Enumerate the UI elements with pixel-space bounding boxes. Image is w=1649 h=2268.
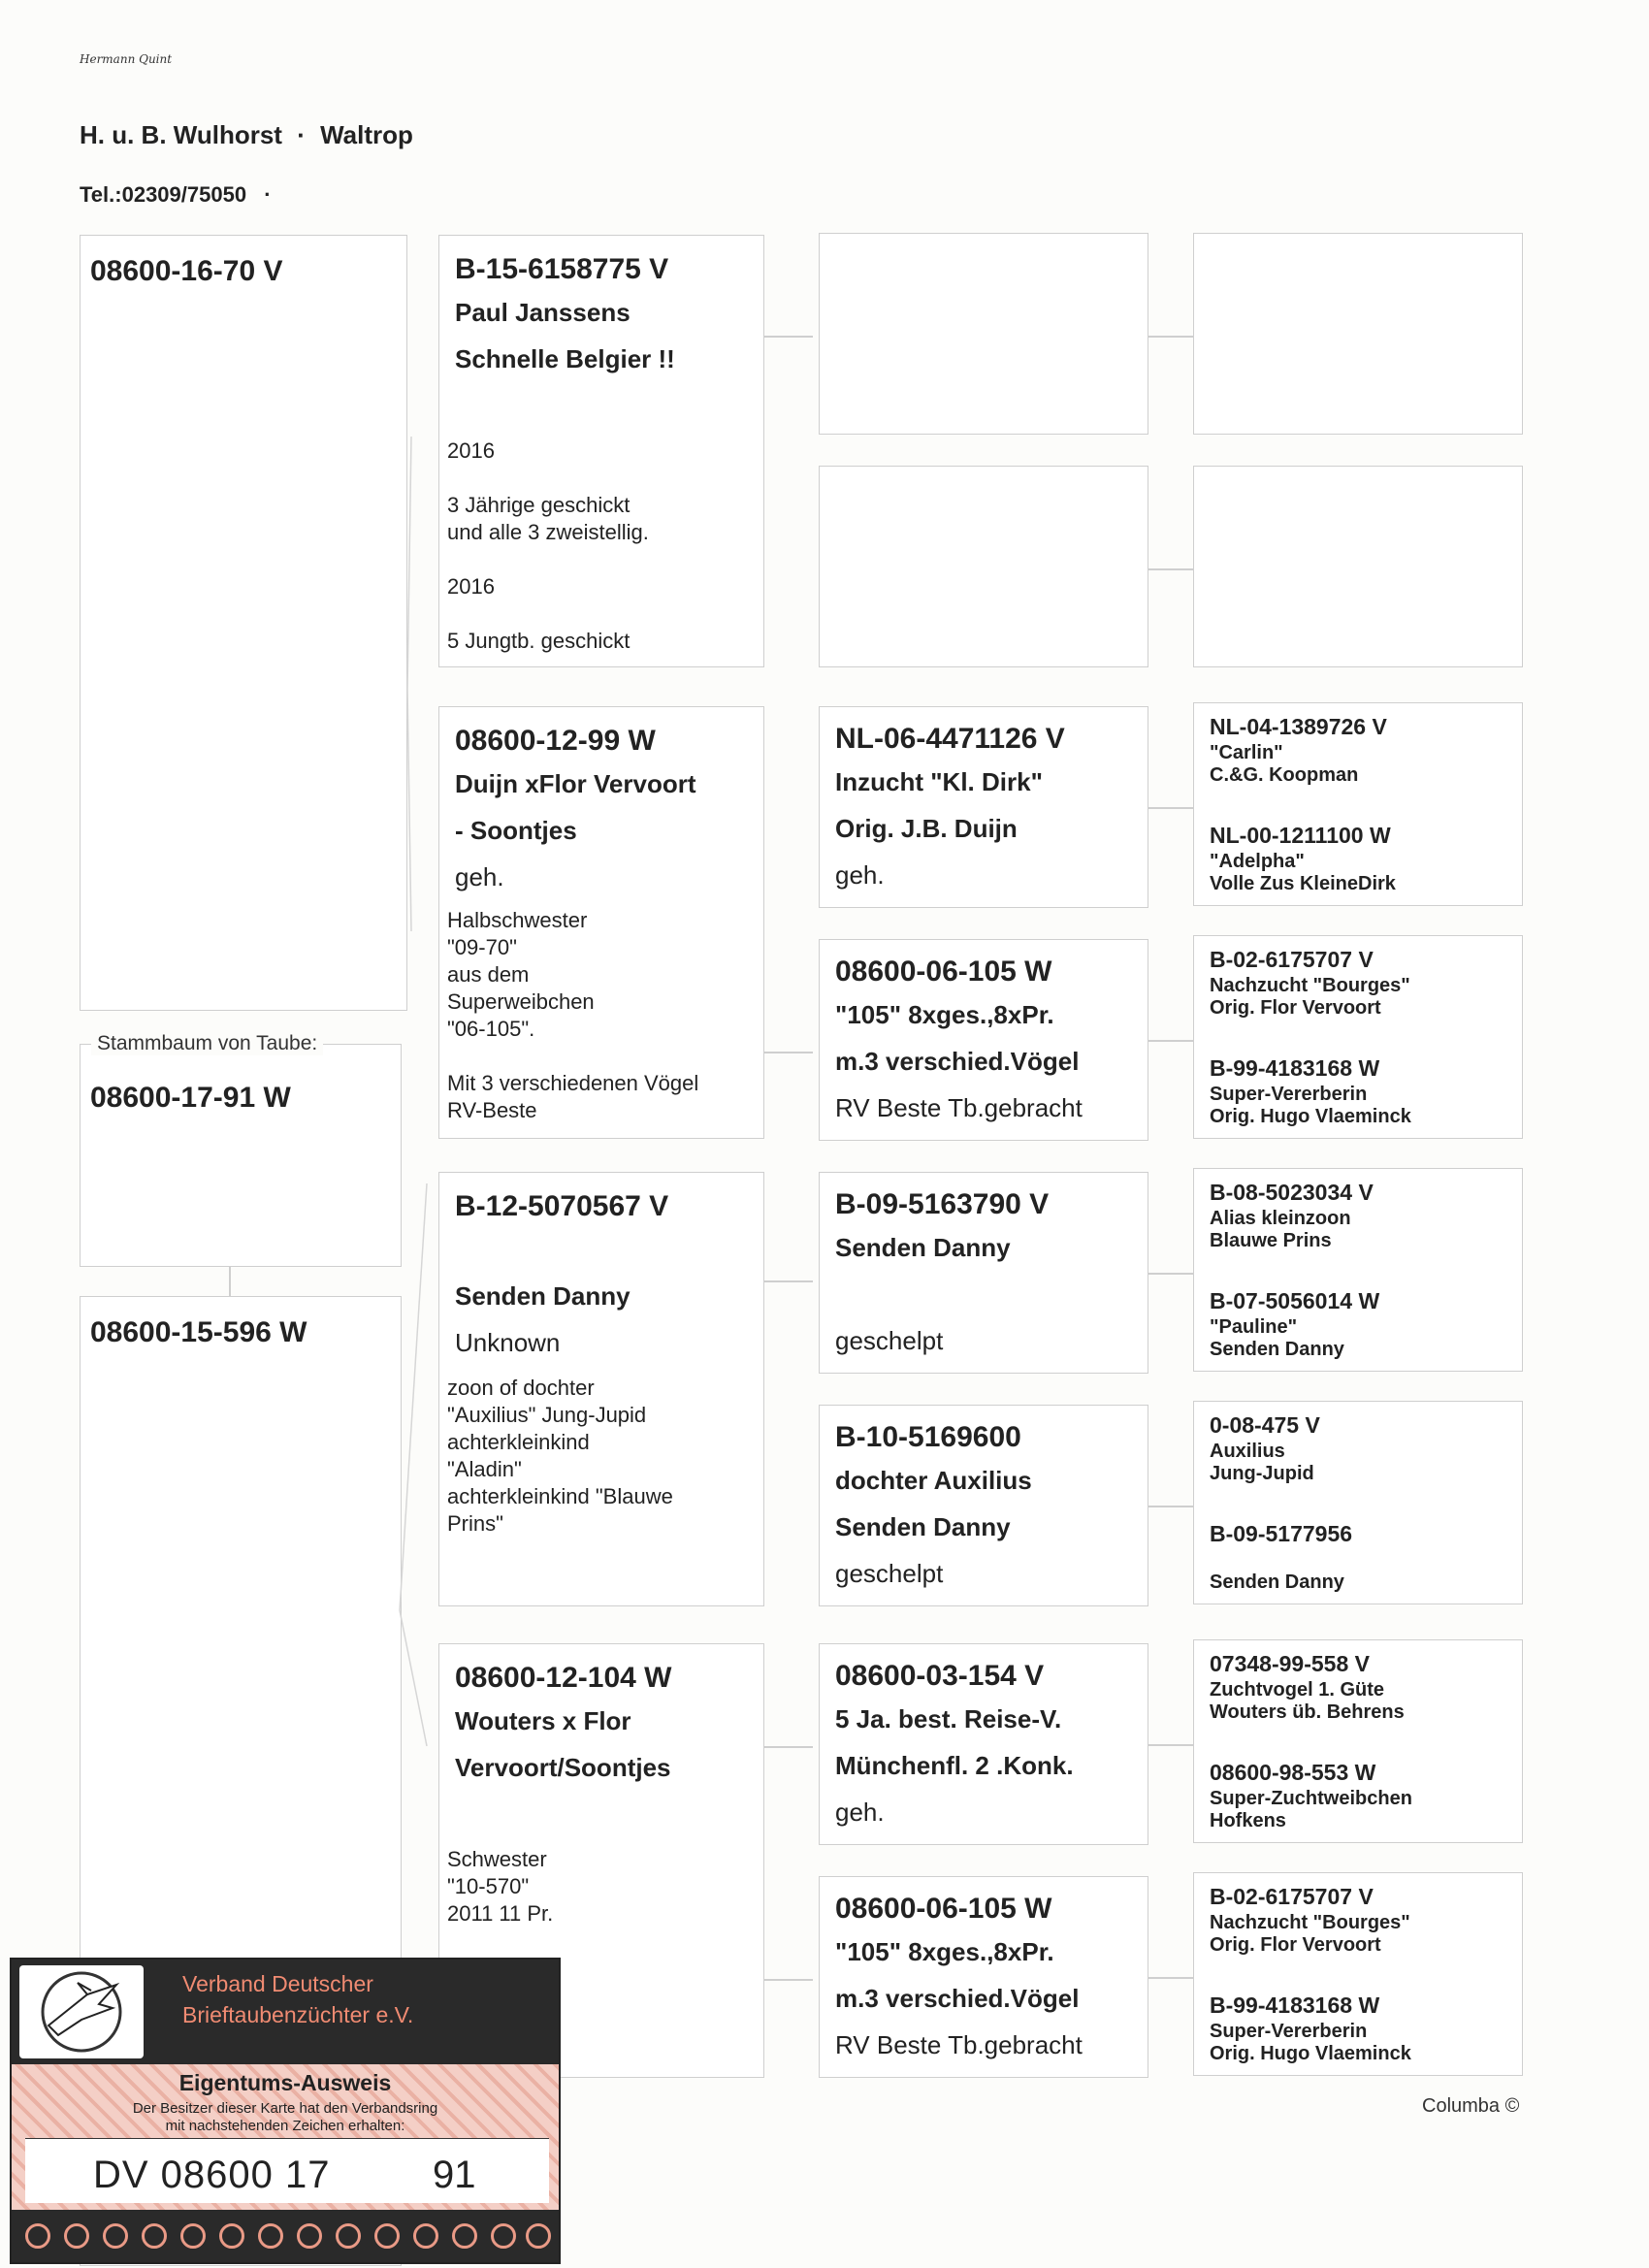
grandparent-line3: Schnelle Belgier !! <box>455 344 675 373</box>
ring-ornament-icon <box>452 2223 477 2249</box>
ggp-ring: NL-06-4471126 V <box>835 723 1065 755</box>
gggp-ring: B-99-4183168 W <box>1210 1055 1380 1081</box>
gggp-box <box>1193 1872 1523 2076</box>
gggp-ring: B-08-5023034 V <box>1210 1180 1374 1205</box>
father-box <box>80 235 407 1011</box>
ggp-line2: Senden Danny <box>835 1233 1011 1262</box>
card-ring-suffix: 91 <box>433 2154 476 2196</box>
connector <box>1148 1744 1193 1746</box>
ring-ornament-icon <box>258 2223 283 2249</box>
connector <box>1148 1040 1193 1042</box>
grandparent-ring: 08600-12-104 W <box>455 1662 672 1694</box>
gggp-text: "Adelpha" Volle Zus KleineDirk <box>1210 851 1396 894</box>
owner-city: Waltrop <box>320 120 413 149</box>
pigeon-logo-icon <box>19 1965 144 2058</box>
signature: Hermann Quint <box>80 52 173 66</box>
ring-ornament-icon <box>142 2223 167 2249</box>
card-ring-band <box>12 2210 559 2262</box>
gggp-text: "Pauline" Senden Danny <box>1210 1316 1344 1360</box>
connector <box>764 336 813 338</box>
ggp-box <box>819 706 1148 908</box>
card-text2: mit nachstehenden Zeichen erhalten: <box>165 2118 405 2134</box>
ggp-line3: Orig. J.B. Duijn <box>835 814 1018 843</box>
ggp-line3: m.3 verschied.Vögel <box>835 1984 1080 2013</box>
ring-ornament-icon <box>526 2223 551 2249</box>
subject-box <box>80 1044 402 1267</box>
gggp-text: Super-Vererberin Orig. Hugo Vlaeminck <box>1210 2021 1411 2064</box>
gggp-ring: B-99-4183168 W <box>1210 1993 1380 2018</box>
ggp-line4: geh. <box>835 1798 885 1827</box>
gggp-box <box>1193 935 1523 1139</box>
ring-ornament-icon <box>219 2223 244 2249</box>
ggp-line3: Senden Danny <box>835 1512 1011 1541</box>
gggp-box <box>1193 702 1523 906</box>
ggp-line2: Inzucht "Kl. Dirk" <box>835 767 1043 796</box>
connector <box>1148 1506 1193 1507</box>
connector <box>764 1746 813 1748</box>
ring-ornament-icon <box>180 2223 206 2249</box>
gggp-ring: NL-00-1211100 W <box>1210 823 1391 848</box>
connector <box>1148 568 1193 570</box>
grandparent-ring: 08600-12-99 W <box>455 725 656 757</box>
ggp-line2: dochter Auxilius <box>835 1466 1032 1495</box>
gggp-box-empty <box>1193 466 1523 667</box>
stammbaum-label: Stammbaum von Taube: <box>91 1032 323 1055</box>
ring-ornament-icon <box>64 2223 89 2249</box>
grandparent-ring: B-15-6158775 V <box>455 253 669 285</box>
gggp-ring: B-02-6175707 V <box>1210 1884 1374 1909</box>
ggp-box <box>819 233 1148 435</box>
gggp-ring: 07348-99-558 V <box>1210 1651 1370 1676</box>
ggp-box <box>819 1405 1148 1606</box>
owner-line <box>80 120 413 150</box>
ggp-box <box>819 939 1148 1141</box>
grandparent-line2: Duijn xFlor Vervoort <box>455 769 696 798</box>
ggp-line2: "105" 8xges.,8xPr. <box>835 1000 1054 1029</box>
ring-ornament-icon <box>25 2223 50 2249</box>
mother-ring: 08600-15-596 W <box>90 1316 307 1348</box>
ggp-ring: B-10-5169600 <box>835 1421 1021 1453</box>
footer-copyright: Columba © <box>1422 2095 1520 2117</box>
gggp-text: Super-Vererberin Orig. Hugo Vlaeminck <box>1210 1084 1411 1127</box>
gggp-text: Super-Zuchtweibchen Hofkens <box>1210 1788 1412 1831</box>
ggp-box <box>819 1643 1148 1845</box>
gggp-ring: 0-08-475 V <box>1210 1412 1320 1438</box>
ownership-card <box>10 1958 561 2264</box>
ggp-ring: B-09-5163790 V <box>835 1188 1050 1220</box>
ggp-ring: 08600-06-105 W <box>835 1893 1052 1925</box>
card-org-line1: Verband Deutscher <box>182 1971 373 1996</box>
gggp-ring: B-09-5177956 <box>1210 1521 1353 1546</box>
gggp-text: Nachzucht "Bourges" Orig. Flor Vervoort <box>1210 975 1410 1019</box>
grandparent-desc: zoon of dochter "Auxilius" Jung-Jupid achterkleinkind "Aladin" achterkleinkind "Blauwe Prins" <box>447 1376 673 1536</box>
grandparent-box <box>438 235 764 667</box>
ggp-line4: geh. <box>835 860 885 890</box>
grandparent-line4: geh. <box>455 862 504 891</box>
ggp-line3: m.3 verschied.Vögel <box>835 1047 1080 1076</box>
ring-ornament-icon <box>413 2223 438 2249</box>
connector <box>1148 1977 1193 1979</box>
ggp-line2: 5 Ja. best. Reise-V. <box>835 1704 1062 1733</box>
owner-name: H. u. B. Wulhorst <box>80 120 282 149</box>
tel-dot: · <box>264 182 272 207</box>
gggp-text: Auxilius Jung-Jupid <box>1210 1441 1314 1484</box>
tel-number: Tel.:02309/75050 <box>80 182 247 207</box>
ggp-line4: geschelpt <box>835 1326 944 1355</box>
connector <box>764 1280 813 1282</box>
grandparent-line3: Vervoort/Soontjes <box>455 1753 671 1782</box>
gggp-text: Nachzucht "Bourges" Orig. Flor Vervoort <box>1210 1912 1410 1956</box>
ggp-line4: RV Beste Tb.gebracht <box>835 1093 1083 1122</box>
connector <box>229 1267 231 1296</box>
gggp-ring: B-02-6175707 V <box>1210 947 1374 972</box>
ggp-box <box>819 1172 1148 1374</box>
ring-ornament-icon <box>297 2223 322 2249</box>
grandparent-line2: Paul Janssens <box>455 298 630 327</box>
ring-ornament-icon <box>491 2223 516 2249</box>
gggp-text: Alias kleinzoon Blauwe Prins <box>1210 1208 1351 1251</box>
ring-ornament-icon <box>374 2223 400 2249</box>
ring-ornament-icon <box>336 2223 361 2249</box>
ring-ornament-icon <box>103 2223 128 2249</box>
subject-ring: 08600-17-91 W <box>90 1082 291 1114</box>
gggp-text: Senden Danny <box>1210 1571 1344 1593</box>
card-title: Eigentums-Ausweis <box>178 2070 392 2095</box>
ggp-ring: 08600-03-154 V <box>835 1660 1045 1692</box>
connector <box>1148 1273 1193 1275</box>
ggp-line2: "105" 8xges.,8xPr. <box>835 1937 1054 1966</box>
ggp-box <box>819 466 1148 667</box>
grandparent-line3: - Soontjes <box>455 816 577 845</box>
gggp-ring: 08600-98-553 W <box>1210 1760 1376 1785</box>
gggp-ring: NL-04-1389726 V <box>1210 714 1387 739</box>
grandparent-line3: Senden Danny <box>455 1281 630 1311</box>
card-ring-number: DV 08600 17 <box>93 2154 331 2196</box>
gggp-text: "Carlin" C.&G. Koopman <box>1210 742 1359 786</box>
grandparent-box <box>438 706 764 1139</box>
gggp-ring: B-07-5056014 W <box>1210 1288 1380 1313</box>
grandparent-desc: Schwester "10-570" 2011 11 Pr. <box>447 1847 554 1926</box>
gggp-box <box>1193 1401 1523 1604</box>
gggp-box <box>1193 1639 1523 1843</box>
connector <box>764 1052 813 1053</box>
ggp-line4: RV Beste Tb.gebracht <box>835 2030 1083 2059</box>
ggp-line4: geschelpt <box>835 1559 944 1588</box>
grandparent-line4: Unknown <box>455 1328 561 1357</box>
grandparent-line2: Wouters x Flor <box>455 1706 631 1735</box>
gggp-box-empty <box>1193 233 1523 435</box>
grandparent-desc: 2016 3 Jährige geschickt und alle 3 zweistellig. 2016 5 Jungtb. geschickt <box>447 438 649 653</box>
connector <box>1148 336 1193 338</box>
telephone <box>80 182 272 208</box>
connector <box>764 1979 813 1981</box>
ggp-box <box>819 1876 1148 2078</box>
grandparent-desc: Halbschwester "09-70" aus dem Superweibchen "06-105". Mit 3 verschiedenen Vögel RV-Beste <box>447 908 699 1122</box>
gggp-box <box>1193 1168 1523 1372</box>
grandparent-ring: B-12-5070567 V <box>455 1190 669 1222</box>
card-org-line2: Brieftaubenzüchter e.V. <box>182 2002 414 2027</box>
grandparent-box <box>438 1172 764 1606</box>
card-text1: Der Besitzer dieser Karte hat den Verbandsring <box>132 2100 438 2117</box>
gggp-text: Zuchtvogel 1. Güte Wouters üb. Behrens <box>1210 1679 1405 1723</box>
connector <box>1148 807 1193 809</box>
ggp-ring: 08600-06-105 W <box>835 956 1052 988</box>
separator: · <box>297 120 306 149</box>
father-ring: 08600-16-70 V <box>90 255 283 287</box>
ggp-line3: Münchenfl. 2 .Konk. <box>835 1751 1074 1780</box>
